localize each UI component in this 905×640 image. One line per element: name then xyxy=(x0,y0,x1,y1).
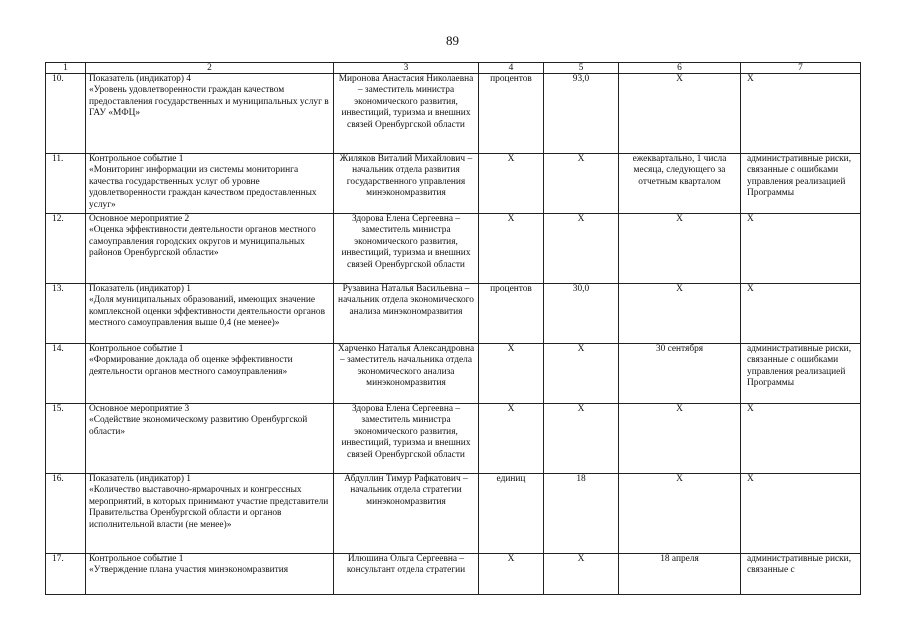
table-row xyxy=(46,554,861,595)
table-row xyxy=(46,344,861,404)
row-period: X xyxy=(619,284,741,344)
row-responsible: Абдуллин Тимур Рафкатович – начальник отдела стратегии минэкономразвития xyxy=(334,474,479,554)
row-number: 10. xyxy=(46,74,86,154)
row-period: X xyxy=(619,404,741,474)
table-row xyxy=(46,284,861,344)
row-responsible: Здорова Елена Сергеевна – заместитель министра экономического развития, инвестиций, туризма и внешних связей Оренбургской области xyxy=(334,214,479,284)
row-name: Показатель (индикатор) 1 «Количество выставочно-ярмарочных и конгрессных мероприятий, в которых принимают участие представители Правительства Оренбургской области и органов исполнительной власти (не менее)» xyxy=(86,474,334,554)
row-responsible: Здорова Елена Сергеевна – заместитель министра экономического развития, инвестиций, туризма и внешних связей Оренбургской области xyxy=(334,404,479,474)
row-responsible: Жиляков Виталий Михайлович – начальник отдела развития государственного управления минэкономразвития xyxy=(334,154,479,214)
row-unit: процентов xyxy=(479,74,544,154)
row-responsible: Илюшина Ольга Сергеевна – консультант отдела стратегии xyxy=(334,554,479,595)
header-cell-2: 2 xyxy=(86,63,334,74)
row-responsible: Рузавина Наталья Васильевна – начальник отдела экономического анализа минэкономразвития xyxy=(334,284,479,344)
row-risks: X xyxy=(741,74,861,154)
row-unit: X xyxy=(479,154,544,214)
row-unit: X xyxy=(479,214,544,284)
table-row xyxy=(46,74,861,154)
row-unit: X xyxy=(479,554,544,595)
row-responsible: Харченко Наталья Александровна – заместитель начальника отдела экономического анализа минэкономразвития xyxy=(334,344,479,404)
row-name: Основное мероприятие 3 «Содействие экономическому развитию Оренбургской области» xyxy=(86,404,334,474)
row-risks: X xyxy=(741,404,861,474)
row-period: ежеквартально, 1 числа месяца, следующего за отчетным кварталом xyxy=(619,154,741,214)
row-value: X xyxy=(544,344,619,404)
header-cell-4: 4 xyxy=(479,63,544,74)
row-risks: X xyxy=(741,474,861,554)
row-number: 15. xyxy=(46,404,86,474)
header-cell-6: 6 xyxy=(619,63,741,74)
table-row xyxy=(46,154,861,214)
row-number: 11. xyxy=(46,154,86,214)
row-number: 16. xyxy=(46,474,86,554)
row-name: Контрольное событие 1 «Утверждение плана участия минэкономразвития xyxy=(86,554,334,595)
row-value: X xyxy=(544,154,619,214)
table-row xyxy=(46,214,861,284)
header-row xyxy=(46,63,861,74)
row-number: 13. xyxy=(46,284,86,344)
row-risks: X xyxy=(741,284,861,344)
program-table xyxy=(45,62,861,595)
row-value: X xyxy=(544,554,619,595)
row-period: 18 апреля xyxy=(619,554,741,595)
row-number: 14. xyxy=(46,344,86,404)
page-number: 89 xyxy=(446,33,459,48)
row-number: 17. xyxy=(46,554,86,595)
header-cell-5: 5 xyxy=(544,63,619,74)
row-value: 30,0 xyxy=(544,284,619,344)
row-unit: X xyxy=(479,404,544,474)
row-risks: X xyxy=(741,214,861,284)
row-unit: X xyxy=(479,344,544,404)
row-value: 93,0 xyxy=(544,74,619,154)
row-unit: процентов xyxy=(479,284,544,344)
row-value: 18 xyxy=(544,474,619,554)
row-name: Основное мероприятие 2 «Оценка эффективности деятельности органов местного самоуправления городских округов и муниципальных районов Оренбургской области» xyxy=(86,214,334,284)
row-name: Контрольное событие 1 «Формирование доклада об оценке эффективности деятельности органов местного самоуправления» xyxy=(86,344,334,404)
row-period: X xyxy=(619,74,741,154)
row-value: X xyxy=(544,214,619,284)
header-cell-7: 7 xyxy=(741,63,861,74)
row-name: Показатель (индикатор) 1 «Доля муниципальных образований, имеющих значение комплексной оценки эффективности деятельности органов местного самоуправления выше 0,4 (не менее)» xyxy=(86,284,334,344)
row-period: 30 сентября xyxy=(619,344,741,404)
row-risks: административные риски, связанные с ошибками управления реализацией Программы xyxy=(741,344,861,404)
header-cell-1: 1 xyxy=(46,63,86,74)
row-period: X xyxy=(619,214,741,284)
row-responsible: Миронова Анастасия Николаевна – заместитель министра экономического развития, инвестиций, туризма и внешних связей Оренбургской области xyxy=(334,74,479,154)
row-number: 12. xyxy=(46,214,86,284)
row-unit: единиц xyxy=(479,474,544,554)
row-name: Показатель (индикатор) 4 «Уровень удовлетворенности граждан качеством предоставления государственных и муниципальных услуг в ГАУ «МФЦ» xyxy=(86,74,334,154)
table-row xyxy=(46,404,861,474)
table-row xyxy=(46,474,861,554)
row-period: X xyxy=(619,474,741,554)
row-name: Контрольное событие 1 «Мониторинг информации из системы мониторинга качества государственных услуг об уровне удовлетворенности граждан качеством предоставленных услуг» xyxy=(86,154,334,214)
header-cell-3: 3 xyxy=(334,63,479,74)
row-risks: административные риски, связанные с xyxy=(741,554,861,595)
row-risks: административные риски, связанные с ошибками управления реализацией Программы xyxy=(741,154,861,214)
row-value: X xyxy=(544,404,619,474)
